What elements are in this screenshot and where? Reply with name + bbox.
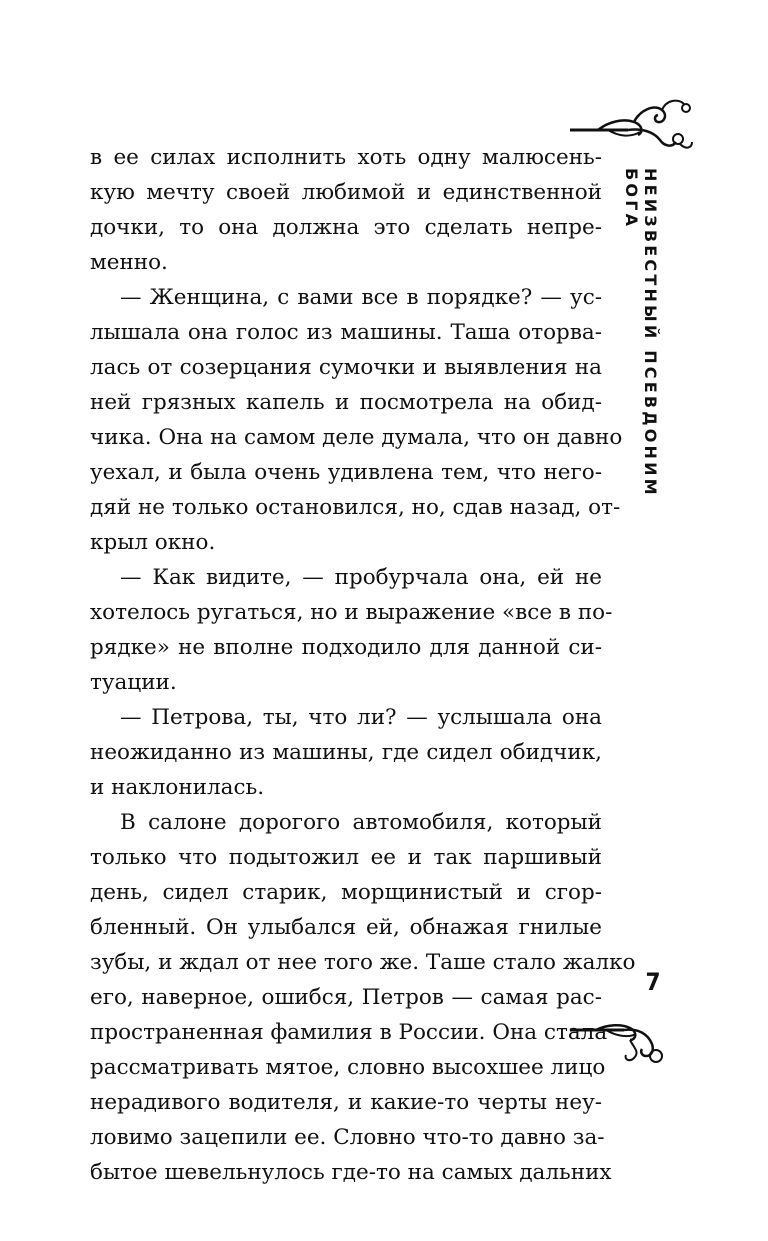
- text-line: бленный. Он улыбался ей, обнажая гнилые: [90, 915, 602, 940]
- text-line: лышала она голос из машины. Таша оторва-: [90, 320, 602, 345]
- text-line: рядке» не вполне подходило для данной си-: [90, 635, 602, 660]
- text-line: менно.: [90, 250, 168, 275]
- text-line: ней грязных капель и посмотрела на обид-: [90, 390, 602, 415]
- text-line: — Петрова, ты, что ли? — услышала она: [120, 705, 602, 730]
- text-line: только что подытожил ее и так паршивый: [90, 845, 602, 870]
- text-line: в ее силах исполнить хоть одну малюсень-: [90, 145, 602, 170]
- text-line: дочки, то она должна это сделать непре-: [90, 215, 602, 240]
- text-line: В салоне дорогого автомобиля, который: [120, 810, 602, 835]
- body-text: [90, 140, 636, 1190]
- text-line: зубы, и ждал от нее того же. Таше стало жалко: [90, 950, 636, 975]
- text-line: лась от созерцания сумочки и выявления на: [90, 355, 602, 380]
- text-line: крыл окно.: [90, 530, 216, 555]
- text-line: чика. Она на самом деле думала, что он давно: [90, 425, 623, 450]
- text-line: дяй не только остановился, но, сдав назад, от-: [90, 495, 621, 520]
- text-line: его, наверное, ошибся, Петров — самая рас-: [90, 985, 602, 1010]
- text-line: ловимо зацепили ее. Словно что-то давно за-: [90, 1125, 605, 1150]
- text-line: рассматривать мятое, словно высохшее лицо: [90, 1055, 606, 1080]
- text-line: и наклонилась.: [90, 775, 265, 800]
- text-line: день, сидел старик, морщинистый и сгор-: [90, 880, 602, 905]
- text-line: уехал, и была очень удивлена тем, что него-: [90, 460, 602, 485]
- text-line: — Женщина, с вами все в порядке? — ус-: [120, 285, 602, 310]
- text-line: хотелось ругаться, но и выражение «все в по-: [90, 600, 613, 625]
- running-header: НЕИЗВЕСТНЫЙ ПСЕВДОНИМ БОГА: [622, 168, 660, 498]
- text-line: бытое шевельнулось где-то на самых дальних: [90, 1160, 612, 1185]
- bottom-ornament-icon: [568, 1018, 673, 1066]
- text-line: — Как видите, — пробурчала она, ей не: [120, 565, 602, 590]
- text-line: кую мечту своей любимой и единственной: [90, 180, 602, 205]
- page-number: 7: [645, 968, 661, 996]
- text-line: туации.: [90, 670, 177, 695]
- text-line: нерадивого водителя, и какие-то черты неу-: [90, 1090, 602, 1115]
- text-line: неожиданно из машины, где сидел обидчик,: [90, 740, 602, 765]
- text-line: пространенная фамилия в России. Она стала: [90, 1020, 608, 1045]
